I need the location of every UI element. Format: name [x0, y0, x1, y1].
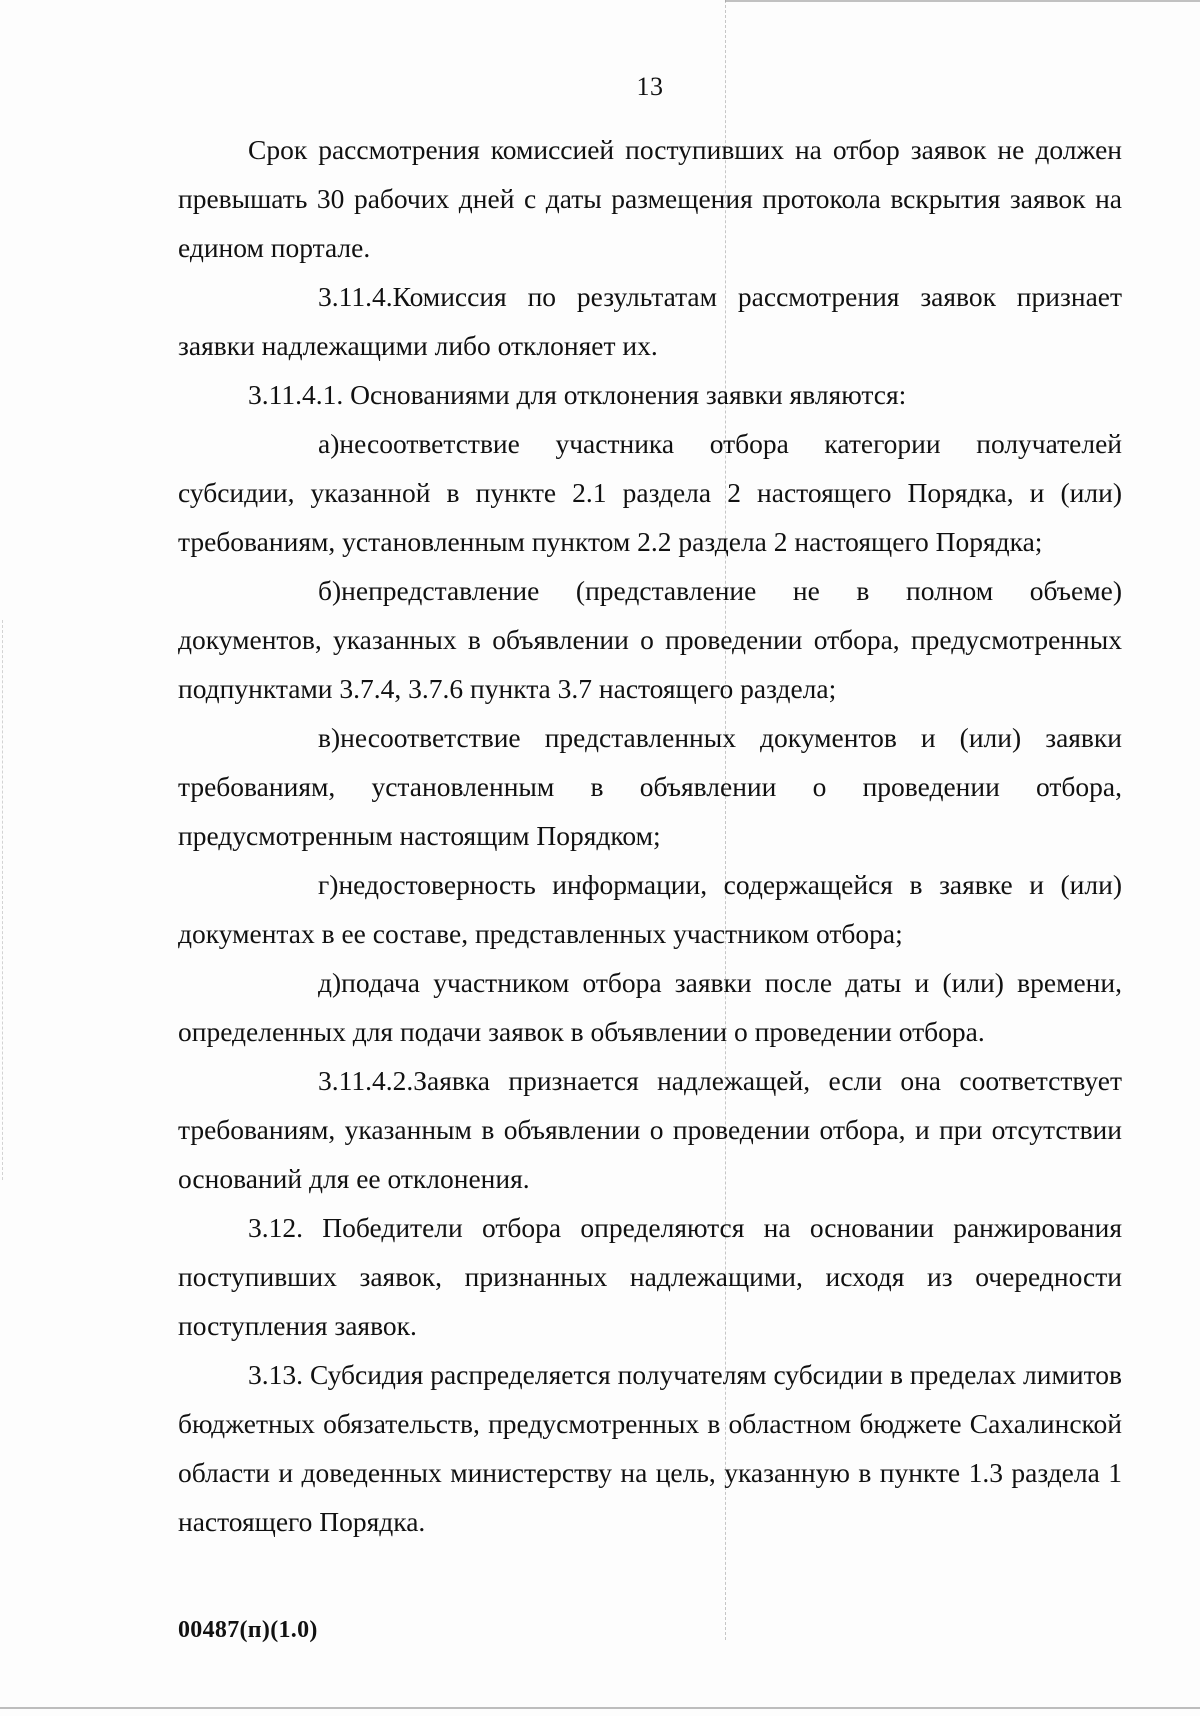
- paragraph-text: 3.13. Субсидия распределяется получателям субсидии в пределах лимитов бюджетных обязательств, предусмотренных в областном бюджете Сахалинской области и доведенных министерству на цель, указанную в пункте 1.3 раздела 1 настоящего Порядка.: [178, 1359, 1122, 1537]
- list-marker: в): [318, 722, 341, 753]
- page-number: 13: [636, 72, 664, 101]
- clause-number: 3.11.4.2.: [318, 1065, 414, 1096]
- paragraph-3-12: [178, 1203, 1122, 1350]
- list-marker: а): [318, 428, 340, 459]
- document-body: [178, 125, 1122, 1546]
- paragraph-text: Комиссия по результатам рассмотрения заявок признает заявки надлежащими либо отклоняет их.: [178, 281, 1122, 361]
- list-marker: б): [318, 575, 342, 606]
- paragraph-text: непредставление (представление не в полном объеме) документов, указанных в объявлении о проведении отбора, предусмотренных подпунктами 3.7.4, 3.7.6 пункта 3.7 настоящего раздела;: [178, 575, 1122, 704]
- list-item-a: [178, 419, 1122, 566]
- scan-artifact-bottom-line: [0, 1707, 1200, 1709]
- paragraph-text: Основаниями для отклонения заявки являются:: [350, 379, 907, 410]
- clause-number: 3.11.4.1.: [248, 379, 344, 410]
- paragraph-review-period: [178, 125, 1122, 272]
- paragraph-3-11-4: [178, 272, 1122, 370]
- list-marker: д): [318, 967, 342, 998]
- list-item-v: [178, 713, 1122, 860]
- paragraph-text: Срок рассмотрения комиссией поступивших на отбор заявок не должен превышать 30 рабочих дней с даты размещения протокола вскрытия заявок на едином портале.: [178, 134, 1122, 263]
- paragraph-text: несоответствие представленных документов и (или) заявки требованиям, установленным в объявлении о проведении отбора, предусмотренным настоящим Порядком;: [178, 722, 1122, 851]
- list-item-d: [178, 958, 1122, 1056]
- paragraph-text: 3.12. Победители отбора определяются на основании ранжирования поступивших заявок, признанных надлежащими, исходя из очередности поступления заявок.: [178, 1212, 1122, 1341]
- paragraph-3-11-4-1: [178, 370, 1122, 419]
- scan-artifact-top-line: [725, 0, 1200, 2]
- paragraph-3-13: [178, 1350, 1122, 1546]
- clause-number: 3.11.4.: [318, 281, 393, 312]
- paragraph-text: несоответствие участника отбора категории получателей субсидии, указанной в пункте 2.1 раздела 2 настоящего Порядка, и (или) требованиям, установленным пунктом 2.2 раздела 2 настоящего Порядка;: [178, 428, 1122, 557]
- scan-artifact-left-line: [2, 620, 3, 1180]
- document-code: 00487(п)(1.0): [178, 1617, 318, 1643]
- paragraph-text: Заявка признается надлежащей, если она соответствует требованиям, указанным в объявлении о проведении отбора, и при отсутствии оснований для ее отклонения.: [178, 1065, 1122, 1194]
- paragraph-text: недостоверность информации, содержащейся в заявке и (или) документах в ее составе, представленных участником отбора;: [178, 869, 1122, 949]
- list-item-g: [178, 860, 1122, 958]
- paragraph-3-11-4-2: [178, 1056, 1122, 1203]
- list-item-b: [178, 566, 1122, 713]
- paragraph-text: подача участником отбора заявки после даты и (или) времени, определенных для подачи заявок в объявлении о проведении отбора.: [178, 967, 1122, 1047]
- list-marker: г): [318, 869, 339, 900]
